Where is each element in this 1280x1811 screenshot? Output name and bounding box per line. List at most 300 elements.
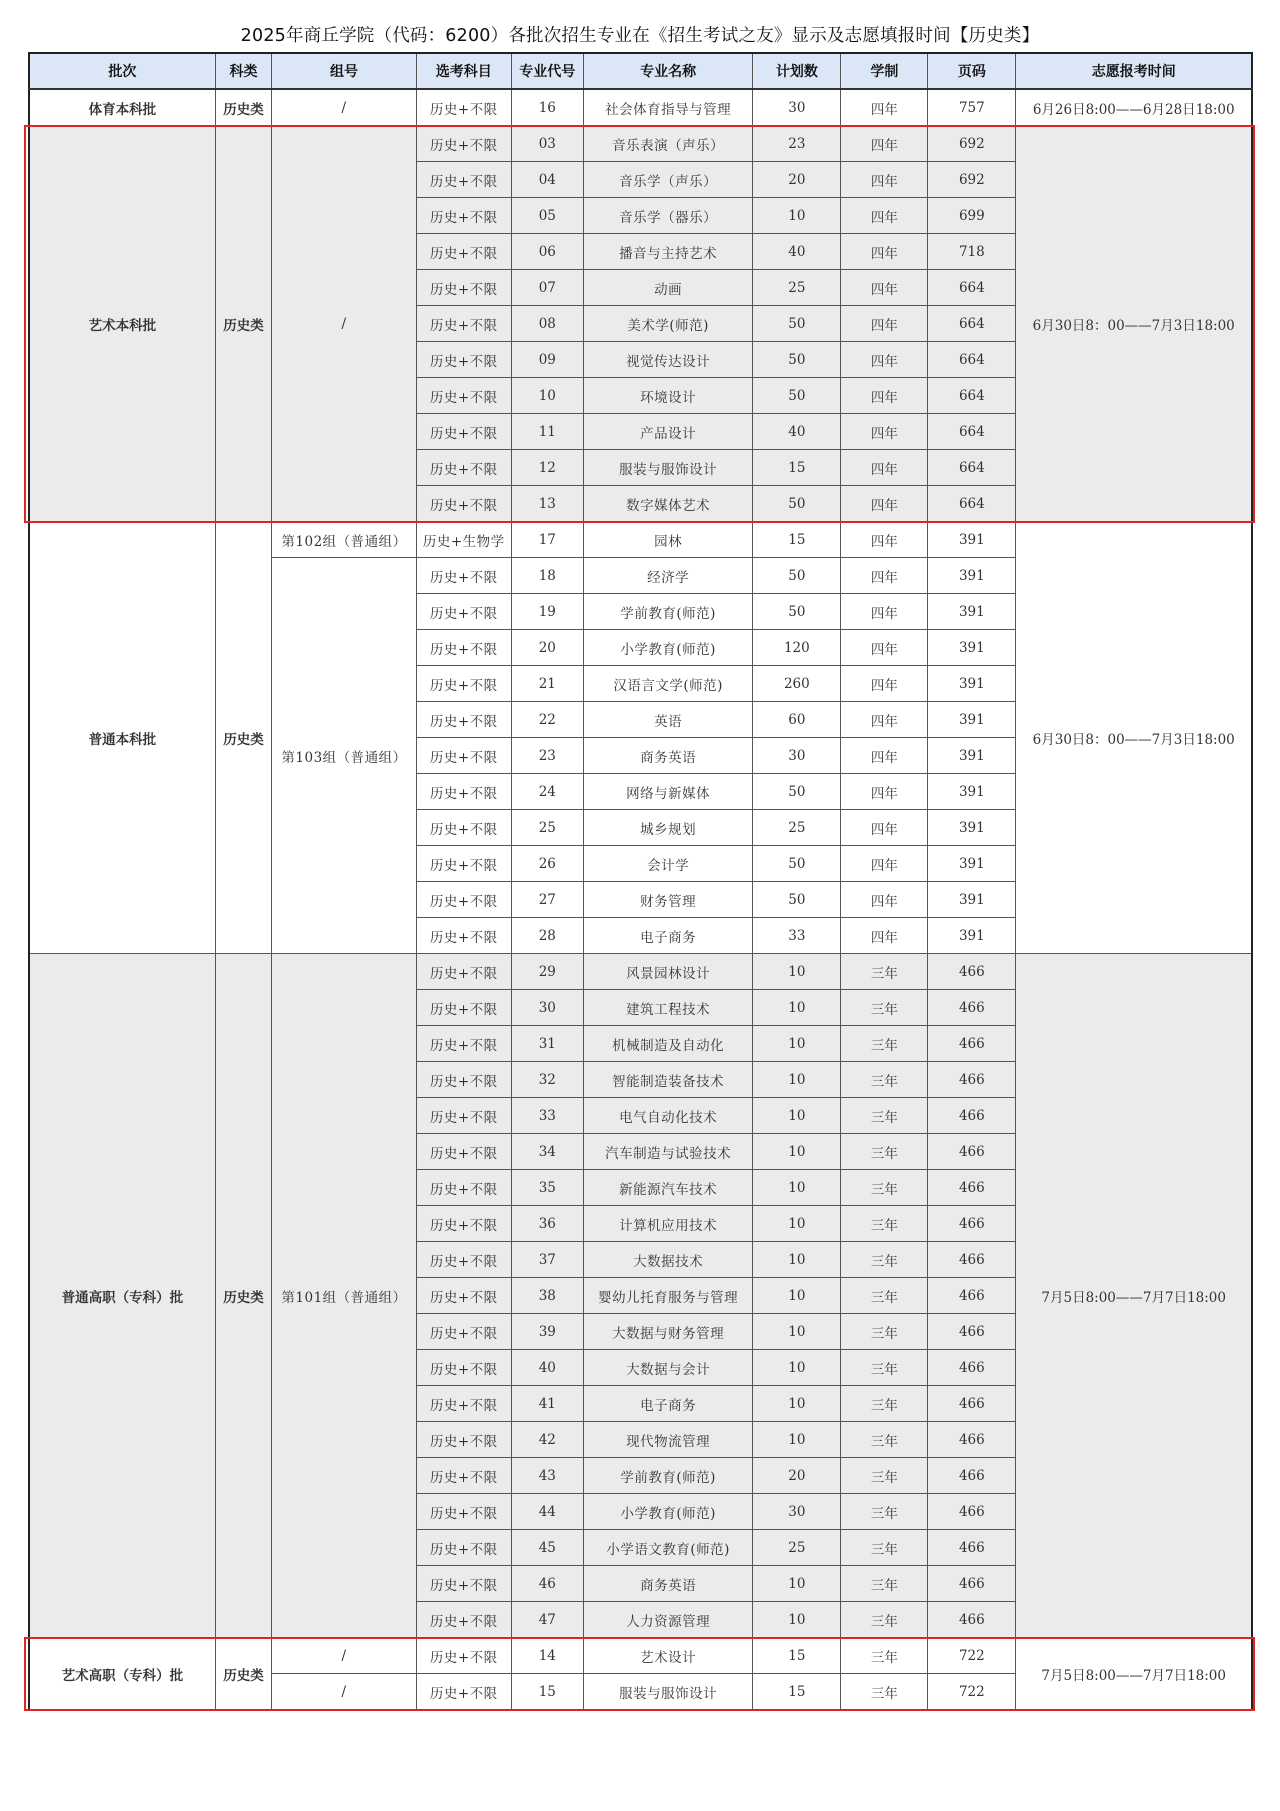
duration-cell: 四年 bbox=[841, 738, 928, 774]
duration-cell: 四年 bbox=[841, 558, 928, 594]
plan-count-cell: 10 bbox=[753, 198, 841, 234]
major-name-cell: 商务英语 bbox=[583, 1566, 752, 1602]
page-cell: 718 bbox=[928, 234, 1016, 270]
duration-cell: 四年 bbox=[841, 342, 928, 378]
duration-cell: 四年 bbox=[841, 918, 928, 954]
major-name-cell: 网络与新媒体 bbox=[583, 774, 752, 810]
subject-cell: 历史+不限 bbox=[416, 954, 511, 990]
header-apply-time: 志愿报考时间 bbox=[1016, 53, 1252, 89]
page-cell: 722 bbox=[928, 1674, 1016, 1711]
major-name-cell: 学前教育(师范) bbox=[583, 1458, 752, 1494]
major-name-cell: 美术学(师范) bbox=[583, 306, 752, 342]
subject-cell: 历史+不限 bbox=[416, 1314, 511, 1350]
category-cell: 历史类 bbox=[215, 89, 271, 126]
subject-cell: 历史+不限 bbox=[416, 342, 511, 378]
plan-count-cell: 50 bbox=[753, 882, 841, 918]
duration-cell: 四年 bbox=[841, 594, 928, 630]
subject-cell: 历史+不限 bbox=[416, 1386, 511, 1422]
major-name-cell: 艺术设计 bbox=[583, 1638, 752, 1674]
duration-cell: 三年 bbox=[841, 1386, 928, 1422]
plan-count-cell: 50 bbox=[753, 558, 841, 594]
major-name-cell: 财务管理 bbox=[583, 882, 752, 918]
duration-cell: 三年 bbox=[841, 990, 928, 1026]
plan-count-cell: 10 bbox=[753, 1278, 841, 1314]
duration-cell: 三年 bbox=[841, 1422, 928, 1458]
group-cell: / bbox=[272, 89, 417, 126]
subject-cell: 历史+不限 bbox=[416, 594, 511, 630]
major-code-cell: 41 bbox=[511, 1386, 583, 1422]
major-name-cell: 会计学 bbox=[583, 846, 752, 882]
plan-count-cell: 40 bbox=[753, 414, 841, 450]
page-cell: 466 bbox=[928, 1350, 1016, 1386]
page-cell: 466 bbox=[928, 1206, 1016, 1242]
subject-cell: 历史+不限 bbox=[416, 738, 511, 774]
page-cell: 466 bbox=[928, 1494, 1016, 1530]
duration-cell: 四年 bbox=[841, 234, 928, 270]
apply-time-cell: 6月30日8：00——7月3日18:00 bbox=[1016, 522, 1252, 954]
duration-cell: 三年 bbox=[841, 1458, 928, 1494]
major-code-cell: 20 bbox=[511, 630, 583, 666]
page-cell: 391 bbox=[928, 558, 1016, 594]
major-name-cell: 产品设计 bbox=[583, 414, 752, 450]
plan-count-cell: 50 bbox=[753, 846, 841, 882]
page-cell: 391 bbox=[928, 882, 1016, 918]
page-cell: 466 bbox=[928, 1386, 1016, 1422]
major-code-cell: 12 bbox=[511, 450, 583, 486]
major-name-cell: 动画 bbox=[583, 270, 752, 306]
major-code-cell: 24 bbox=[511, 774, 583, 810]
subject-cell: 历史+不限 bbox=[416, 1422, 511, 1458]
major-code-cell: 03 bbox=[511, 126, 583, 162]
duration-cell: 四年 bbox=[841, 774, 928, 810]
plan-count-cell: 30 bbox=[753, 738, 841, 774]
plan-count-cell: 10 bbox=[753, 1170, 841, 1206]
apply-time-cell: 7月5日8:00——7月7日18:00 bbox=[1016, 954, 1252, 1638]
page-cell: 664 bbox=[928, 342, 1016, 378]
major-code-cell: 33 bbox=[511, 1098, 583, 1134]
page-cell: 466 bbox=[928, 1458, 1016, 1494]
major-code-cell: 43 bbox=[511, 1458, 583, 1494]
major-code-cell: 28 bbox=[511, 918, 583, 954]
major-name-cell: 社会体育指导与管理 bbox=[583, 89, 752, 126]
page-cell: 664 bbox=[928, 414, 1016, 450]
major-code-cell: 14 bbox=[511, 1638, 583, 1674]
page-cell: 466 bbox=[928, 1278, 1016, 1314]
page-cell: 391 bbox=[928, 918, 1016, 954]
page-cell: 466 bbox=[928, 954, 1016, 990]
major-name-cell: 音乐学（声乐） bbox=[583, 162, 752, 198]
page-cell: 722 bbox=[928, 1638, 1016, 1674]
subject-cell: 历史+不限 bbox=[416, 1494, 511, 1530]
page-cell: 664 bbox=[928, 450, 1016, 486]
plan-count-cell: 60 bbox=[753, 702, 841, 738]
subject-cell: 历史+不限 bbox=[416, 89, 511, 126]
major-code-cell: 15 bbox=[511, 1674, 583, 1711]
page-cell: 391 bbox=[928, 810, 1016, 846]
table-row bbox=[29, 954, 1252, 990]
subject-cell: 历史+不限 bbox=[416, 1566, 511, 1602]
table-row bbox=[29, 126, 1252, 162]
plan-count-cell: 10 bbox=[753, 1422, 841, 1458]
group-cell: 第103组（普通组） bbox=[272, 558, 417, 954]
subject-cell: 历史+不限 bbox=[416, 1674, 511, 1711]
major-code-cell: 09 bbox=[511, 342, 583, 378]
plan-count-cell: 10 bbox=[753, 954, 841, 990]
major-code-cell: 10 bbox=[511, 378, 583, 414]
major-code-cell: 05 bbox=[511, 198, 583, 234]
duration-cell: 三年 bbox=[841, 1242, 928, 1278]
duration-cell: 四年 bbox=[841, 270, 928, 306]
plan-count-cell: 50 bbox=[753, 774, 841, 810]
page-cell: 664 bbox=[928, 486, 1016, 522]
major-code-cell: 29 bbox=[511, 954, 583, 990]
subject-cell: 历史+不限 bbox=[416, 1458, 511, 1494]
duration-cell: 四年 bbox=[841, 198, 928, 234]
major-name-cell: 服装与服饰设计 bbox=[583, 1674, 752, 1711]
batch-cell: 体育本科批 bbox=[29, 89, 215, 126]
table-row bbox=[29, 1638, 1252, 1674]
subject-cell: 历史+不限 bbox=[416, 846, 511, 882]
major-code-cell: 32 bbox=[511, 1062, 583, 1098]
major-code-cell: 45 bbox=[511, 1530, 583, 1566]
major-name-cell: 小学语文教育(师范) bbox=[583, 1530, 752, 1566]
subject-cell: 历史+不限 bbox=[416, 162, 511, 198]
header-subjects: 选考科目 bbox=[416, 53, 511, 89]
major-name-cell: 大数据技术 bbox=[583, 1242, 752, 1278]
subject-cell: 历史+不限 bbox=[416, 414, 511, 450]
batch-cell: 普通高职（专科）批 bbox=[29, 954, 215, 1638]
major-name-cell: 视觉传达设计 bbox=[583, 342, 752, 378]
duration-cell: 四年 bbox=[841, 306, 928, 342]
plan-count-cell: 20 bbox=[753, 162, 841, 198]
plan-count-cell: 15 bbox=[753, 450, 841, 486]
plan-count-cell: 260 bbox=[753, 666, 841, 702]
page-title: 2025年商丘学院（代码：6200）各批次招生专业在《招生考试之友》显示及志愿填报时间【历史类】 bbox=[240, 26, 1040, 46]
duration-cell: 三年 bbox=[841, 1062, 928, 1098]
major-name-cell: 播音与主持艺术 bbox=[583, 234, 752, 270]
major-name-cell: 小学教育(师范) bbox=[583, 1494, 752, 1530]
major-code-cell: 37 bbox=[511, 1242, 583, 1278]
page-cell: 391 bbox=[928, 630, 1016, 666]
duration-cell: 三年 bbox=[841, 954, 928, 990]
major-code-cell: 17 bbox=[511, 522, 583, 558]
page-cell: 391 bbox=[928, 522, 1016, 558]
plan-count-cell: 15 bbox=[753, 1674, 841, 1711]
subject-cell: 历史+不限 bbox=[416, 450, 511, 486]
subject-cell: 历史+不限 bbox=[416, 882, 511, 918]
duration-cell: 三年 bbox=[841, 1494, 928, 1530]
duration-cell: 四年 bbox=[841, 882, 928, 918]
duration-cell: 四年 bbox=[841, 162, 928, 198]
page-cell: 466 bbox=[928, 1134, 1016, 1170]
group-cell: 第102组（普通组） bbox=[272, 522, 417, 558]
duration-cell: 三年 bbox=[841, 1602, 928, 1638]
major-name-cell: 学前教育(师范) bbox=[583, 594, 752, 630]
major-name-cell: 英语 bbox=[583, 702, 752, 738]
plan-count-cell: 10 bbox=[753, 1242, 841, 1278]
header-row bbox=[29, 53, 1252, 89]
subject-cell: 历史+不限 bbox=[416, 774, 511, 810]
page-cell: 466 bbox=[928, 1422, 1016, 1458]
plan-count-cell: 20 bbox=[753, 1458, 841, 1494]
subject-cell: 历史+不限 bbox=[416, 126, 511, 162]
plan-count-cell: 50 bbox=[753, 306, 841, 342]
major-code-cell: 11 bbox=[511, 414, 583, 450]
page-cell: 466 bbox=[928, 1566, 1016, 1602]
subject-cell: 历史+不限 bbox=[416, 1242, 511, 1278]
header-major-name: 专业名称 bbox=[583, 53, 752, 89]
major-code-cell: 30 bbox=[511, 990, 583, 1026]
duration-cell: 三年 bbox=[841, 1278, 928, 1314]
subject-cell: 历史+不限 bbox=[416, 1134, 511, 1170]
plan-count-cell: 10 bbox=[753, 1314, 841, 1350]
duration-cell: 三年 bbox=[841, 1206, 928, 1242]
major-code-cell: 23 bbox=[511, 738, 583, 774]
plan-count-cell: 40 bbox=[753, 234, 841, 270]
major-name-cell: 智能制造装备技术 bbox=[583, 1062, 752, 1098]
major-code-cell: 18 bbox=[511, 558, 583, 594]
page-cell: 664 bbox=[928, 378, 1016, 414]
page-cell: 391 bbox=[928, 702, 1016, 738]
batch-cell: 普通本科批 bbox=[29, 522, 215, 954]
major-code-cell: 44 bbox=[511, 1494, 583, 1530]
subject-cell: 历史+不限 bbox=[416, 1170, 511, 1206]
subject-cell: 历史+不限 bbox=[416, 1098, 511, 1134]
major-name-cell: 小学教育(师范) bbox=[583, 630, 752, 666]
admission-table bbox=[28, 52, 1253, 1711]
page-cell: 692 bbox=[928, 162, 1016, 198]
major-name-cell: 机械制造及自动化 bbox=[583, 1026, 752, 1062]
major-name-cell: 新能源汽车技术 bbox=[583, 1170, 752, 1206]
duration-cell: 四年 bbox=[841, 810, 928, 846]
page-cell: 391 bbox=[928, 846, 1016, 882]
group-cell: 第101组（普通组） bbox=[272, 954, 417, 1638]
subject-cell: 历史+不限 bbox=[416, 990, 511, 1026]
plan-count-cell: 50 bbox=[753, 486, 841, 522]
major-code-cell: 13 bbox=[511, 486, 583, 522]
duration-cell: 四年 bbox=[841, 522, 928, 558]
plan-count-cell: 10 bbox=[753, 1026, 841, 1062]
group-cell: / bbox=[272, 126, 417, 522]
duration-cell: 四年 bbox=[841, 630, 928, 666]
page-cell: 466 bbox=[928, 990, 1016, 1026]
batch-cell: 艺术高职（专科）批 bbox=[29, 1638, 215, 1711]
subject-cell: 历史+不限 bbox=[416, 486, 511, 522]
subject-cell: 历史+不限 bbox=[416, 1638, 511, 1674]
subject-cell: 历史+不限 bbox=[416, 558, 511, 594]
subject-cell: 历史+不限 bbox=[416, 198, 511, 234]
major-code-cell: 46 bbox=[511, 1566, 583, 1602]
major-code-cell: 25 bbox=[511, 810, 583, 846]
duration-cell: 四年 bbox=[841, 89, 928, 126]
plan-count-cell: 25 bbox=[753, 1530, 841, 1566]
plan-count-cell: 33 bbox=[753, 918, 841, 954]
plan-count-cell: 25 bbox=[753, 270, 841, 306]
plan-count-cell: 10 bbox=[753, 1134, 841, 1170]
page-cell: 391 bbox=[928, 594, 1016, 630]
major-code-cell: 21 bbox=[511, 666, 583, 702]
subject-cell: 历史+不限 bbox=[416, 234, 511, 270]
group-cell: / bbox=[272, 1638, 417, 1674]
major-name-cell: 环境设计 bbox=[583, 378, 752, 414]
plan-count-cell: 10 bbox=[753, 1350, 841, 1386]
plan-count-cell: 15 bbox=[753, 522, 841, 558]
major-name-cell: 电子商务 bbox=[583, 918, 752, 954]
page-cell: 664 bbox=[928, 270, 1016, 306]
duration-cell: 三年 bbox=[841, 1350, 928, 1386]
major-name-cell: 大数据与会计 bbox=[583, 1350, 752, 1386]
duration-cell: 四年 bbox=[841, 450, 928, 486]
page-cell: 692 bbox=[928, 126, 1016, 162]
subject-cell: 历史+不限 bbox=[416, 1206, 511, 1242]
major-code-cell: 35 bbox=[511, 1170, 583, 1206]
page-cell: 391 bbox=[928, 774, 1016, 810]
plan-count-cell: 50 bbox=[753, 594, 841, 630]
major-code-cell: 26 bbox=[511, 846, 583, 882]
major-name-cell: 电子商务 bbox=[583, 1386, 752, 1422]
major-name-cell: 音乐学（器乐） bbox=[583, 198, 752, 234]
plan-count-cell: 23 bbox=[753, 126, 841, 162]
page-cell: 391 bbox=[928, 666, 1016, 702]
major-code-cell: 27 bbox=[511, 882, 583, 918]
page-cell: 664 bbox=[928, 306, 1016, 342]
apply-time-cell: 6月26日8:00——6月28日18:00 bbox=[1016, 89, 1252, 126]
major-name-cell: 数字媒体艺术 bbox=[583, 486, 752, 522]
page-cell: 466 bbox=[928, 1530, 1016, 1566]
major-name-cell: 风景园林设计 bbox=[583, 954, 752, 990]
duration-cell: 四年 bbox=[841, 414, 928, 450]
category-cell: 历史类 bbox=[215, 126, 271, 522]
major-code-cell: 47 bbox=[511, 1602, 583, 1638]
category-cell: 历史类 bbox=[215, 1638, 271, 1711]
duration-cell: 四年 bbox=[841, 378, 928, 414]
plan-count-cell: 10 bbox=[753, 1062, 841, 1098]
group-cell: / bbox=[272, 1674, 417, 1711]
subject-cell: 历史+不限 bbox=[416, 378, 511, 414]
header-major-code: 专业代号 bbox=[511, 53, 583, 89]
subject-cell: 历史+不限 bbox=[416, 1530, 511, 1566]
major-code-cell: 36 bbox=[511, 1206, 583, 1242]
major-code-cell: 04 bbox=[511, 162, 583, 198]
major-code-cell: 19 bbox=[511, 594, 583, 630]
duration-cell: 四年 bbox=[841, 846, 928, 882]
page-cell: 466 bbox=[928, 1314, 1016, 1350]
apply-time-cell: 7月5日8:00——7月7日18:00 bbox=[1016, 1638, 1252, 1711]
table-body bbox=[29, 89, 1252, 1710]
page-cell: 466 bbox=[928, 1602, 1016, 1638]
plan-count-cell: 10 bbox=[753, 1566, 841, 1602]
major-name-cell: 建筑工程技术 bbox=[583, 990, 752, 1026]
major-name-cell: 人力资源管理 bbox=[583, 1602, 752, 1638]
duration-cell: 三年 bbox=[841, 1170, 928, 1206]
plan-count-cell: 10 bbox=[753, 1098, 841, 1134]
plan-count-cell: 50 bbox=[753, 342, 841, 378]
page-cell: 466 bbox=[928, 1242, 1016, 1278]
subject-cell: 历史+不限 bbox=[416, 1062, 511, 1098]
page-cell: 391 bbox=[928, 738, 1016, 774]
major-name-cell: 汽车制造与试验技术 bbox=[583, 1134, 752, 1170]
header-batch: 批次 bbox=[29, 53, 215, 89]
header-page: 页码 bbox=[928, 53, 1016, 89]
major-code-cell: 22 bbox=[511, 702, 583, 738]
major-name-cell: 计算机应用技术 bbox=[583, 1206, 752, 1242]
duration-cell: 四年 bbox=[841, 666, 928, 702]
subject-cell: 历史+生物学 bbox=[416, 522, 511, 558]
plan-count-cell: 10 bbox=[753, 1386, 841, 1422]
duration-cell: 三年 bbox=[841, 1098, 928, 1134]
duration-cell: 三年 bbox=[841, 1674, 928, 1711]
major-code-cell: 34 bbox=[511, 1134, 583, 1170]
subject-cell: 历史+不限 bbox=[416, 810, 511, 846]
page-cell: 466 bbox=[928, 1098, 1016, 1134]
subject-cell: 历史+不限 bbox=[416, 1278, 511, 1314]
subject-cell: 历史+不限 bbox=[416, 270, 511, 306]
major-name-cell: 园林 bbox=[583, 522, 752, 558]
header-duration: 学制 bbox=[841, 53, 928, 89]
duration-cell: 三年 bbox=[841, 1314, 928, 1350]
major-code-cell: 07 bbox=[511, 270, 583, 306]
major-code-cell: 16 bbox=[511, 89, 583, 126]
subject-cell: 历史+不限 bbox=[416, 702, 511, 738]
table-row bbox=[29, 522, 1252, 558]
duration-cell: 四年 bbox=[841, 486, 928, 522]
duration-cell: 三年 bbox=[841, 1134, 928, 1170]
table-row bbox=[29, 89, 1252, 126]
major-name-cell: 城乡规划 bbox=[583, 810, 752, 846]
page-cell: 757 bbox=[928, 89, 1016, 126]
plan-count-cell: 10 bbox=[753, 1602, 841, 1638]
category-cell: 历史类 bbox=[215, 954, 271, 1638]
subject-cell: 历史+不限 bbox=[416, 1350, 511, 1386]
duration-cell: 三年 bbox=[841, 1566, 928, 1602]
header-group: 组号 bbox=[272, 53, 417, 89]
duration-cell: 四年 bbox=[841, 702, 928, 738]
plan-count-cell: 30 bbox=[753, 89, 841, 126]
page-cell: 699 bbox=[928, 198, 1016, 234]
header-plan-count: 计划数 bbox=[753, 53, 841, 89]
plan-count-cell: 25 bbox=[753, 810, 841, 846]
duration-cell: 三年 bbox=[841, 1026, 928, 1062]
major-code-cell: 06 bbox=[511, 234, 583, 270]
major-code-cell: 08 bbox=[511, 306, 583, 342]
major-name-cell: 经济学 bbox=[583, 558, 752, 594]
page-cell: 466 bbox=[928, 1170, 1016, 1206]
major-code-cell: 38 bbox=[511, 1278, 583, 1314]
subject-cell: 历史+不限 bbox=[416, 918, 511, 954]
major-name-cell: 商务英语 bbox=[583, 738, 752, 774]
major-code-cell: 40 bbox=[511, 1350, 583, 1386]
major-name-cell: 婴幼儿托育服务与管理 bbox=[583, 1278, 752, 1314]
category-cell: 历史类 bbox=[215, 522, 271, 954]
plan-count-cell: 120 bbox=[753, 630, 841, 666]
subject-cell: 历史+不限 bbox=[416, 1026, 511, 1062]
plan-count-cell: 50 bbox=[753, 378, 841, 414]
subject-cell: 历史+不限 bbox=[416, 666, 511, 702]
major-name-cell: 音乐表演（声乐） bbox=[583, 126, 752, 162]
plan-count-cell: 15 bbox=[753, 1638, 841, 1674]
subject-cell: 历史+不限 bbox=[416, 1602, 511, 1638]
page-cell: 466 bbox=[928, 1062, 1016, 1098]
plan-count-cell: 30 bbox=[753, 1494, 841, 1530]
major-code-cell: 31 bbox=[511, 1026, 583, 1062]
major-name-cell: 大数据与财务管理 bbox=[583, 1314, 752, 1350]
major-code-cell: 39 bbox=[511, 1314, 583, 1350]
apply-time-cell: 6月30日8：00——7月3日18:00 bbox=[1016, 126, 1252, 522]
duration-cell: 三年 bbox=[841, 1638, 928, 1674]
major-name-cell: 电气自动化技术 bbox=[583, 1098, 752, 1134]
duration-cell: 三年 bbox=[841, 1530, 928, 1566]
major-name-cell: 汉语言文学(师范) bbox=[583, 666, 752, 702]
